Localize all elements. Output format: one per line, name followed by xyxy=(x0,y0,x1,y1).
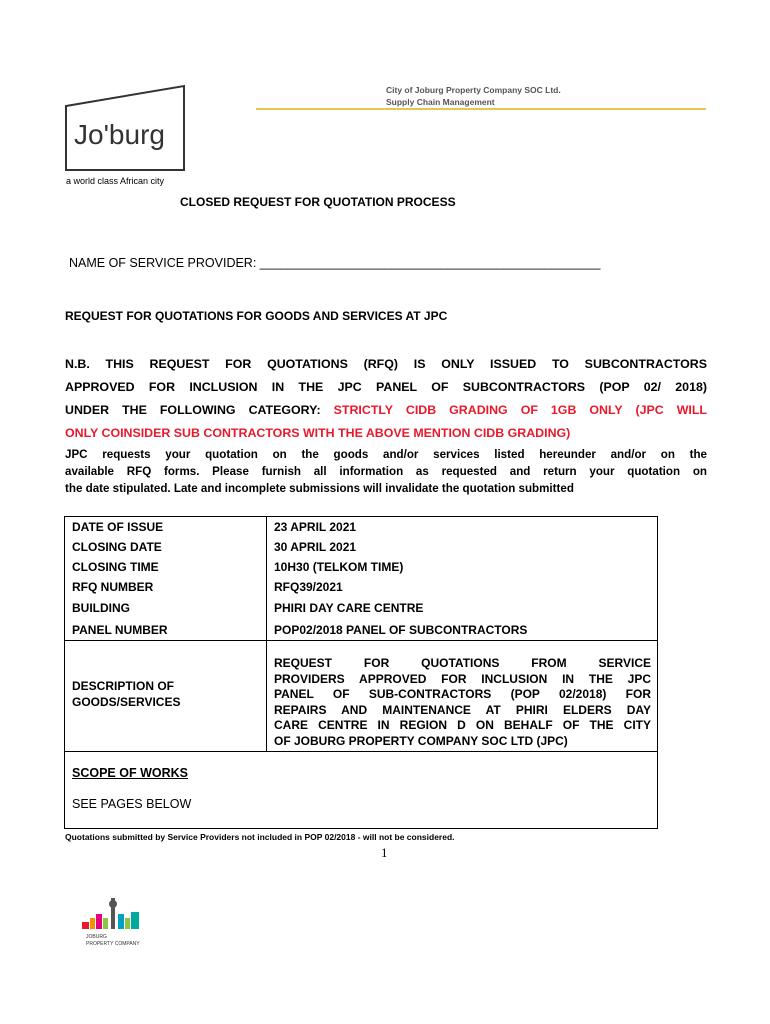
table-label: BUILDING xyxy=(72,601,130,615)
table-value: POP02/2018 PANEL OF SUBCONTRACTORS xyxy=(274,623,528,637)
tagline: a world class African city xyxy=(66,176,165,186)
table-value: 10H30 (TELKOM TIME) xyxy=(274,560,404,574)
company-name: City of Joburg Property Company SOC Ltd. xyxy=(386,85,561,95)
jpc-logo-line1: JOBURG xyxy=(86,934,107,940)
table-label: RFQ NUMBER xyxy=(72,580,154,594)
description-line: REPAIRS AND MAINTENANCE AT PHIRI ELDERS DAY xyxy=(274,702,651,717)
description-line: PROVIDERS APPROVED FOR INCLUSION IN THE JPC xyxy=(274,671,651,686)
table-label: DATE OF ISSUE xyxy=(72,520,164,534)
scope-title: SCOPE OF WORKS xyxy=(72,766,188,780)
description-line: OF JOBURG PROPERTY COMPANY SOC LTD (JPC) xyxy=(274,734,568,748)
logo-text: Jo'burg xyxy=(74,119,165,150)
jpc-logo-line2: PROPERTY COMPANY xyxy=(86,941,140,947)
service-provider-field: NAME OF SERVICE PROVIDER: _________________________________________________ xyxy=(69,256,601,270)
nb-line-1: N.B. THIS REQUEST FOR QUOTATIONS (RFQ) IS ONLY ISSUED TO SUBCONTRACTORS xyxy=(65,357,707,371)
intro-line-3: the date stipulated. Late and incomplete submissions will invalidate the quotation submitted xyxy=(65,482,574,495)
intro-paragraph xyxy=(65,446,707,480)
nb-line-2: APPROVED FOR INCLUSION IN THE JPC PANEL OF SUBCONTRACTORS (POP 02/ 2018) xyxy=(65,380,707,394)
nb-line-4: ONLY COINSIDER SUB CONTRACTORS WITH THE ABOVE MENTION CIDB GRADING) xyxy=(65,426,571,440)
description-text xyxy=(274,656,651,734)
table-label: CLOSING TIME xyxy=(72,560,159,574)
description-line: REQUEST FOR QUOTATIONS FROM SERVICE xyxy=(274,656,651,670)
company-department: Supply Chain Management xyxy=(386,97,495,107)
description-line: PANEL OF SUB-CONTRACTORS (POP 02/2018) FOR xyxy=(274,687,651,702)
scope-text: SEE PAGES BELOW xyxy=(72,797,192,811)
intro-line-2: available RFQ forms. Please furnish all information as requested and return your quotation on xyxy=(65,465,707,478)
description-line: CARE CENTRE IN REGION D ON BEHALF OF THE CITY xyxy=(274,718,651,733)
table-value: RFQ39/2021 xyxy=(274,580,343,594)
intro-line-1: JPC requests your quotation on the goods and/or services listed hereunder and/or on the xyxy=(65,448,707,461)
table-column-divider xyxy=(266,516,267,752)
description-label: GOODS/SERVICES xyxy=(72,695,181,709)
table-label: PANEL NUMBER xyxy=(72,623,168,637)
jpc-logo xyxy=(80,892,150,948)
table-value: 23 APRIL 2021 xyxy=(274,520,357,534)
nb-paragraph xyxy=(65,353,707,422)
page-number: 1 xyxy=(381,845,388,860)
nb-line-3 xyxy=(65,399,707,422)
rfq-heading: REQUEST FOR QUOTATIONS FOR GOODS AND SERVICES AT JPC xyxy=(65,309,448,323)
description-label: DESCRIPTION OF xyxy=(72,679,175,693)
table-divider xyxy=(64,640,658,641)
header-rule xyxy=(256,108,706,110)
table-divider xyxy=(64,751,658,752)
table-label: CLOSING DATE xyxy=(72,540,162,554)
nb-line-3-black: UNDER THE FOLLOWING CATEGORY: xyxy=(65,403,334,417)
nb-line-3-red: STRICTLY CIDB GRADING OF 1GB ONLY (JPC WILL xyxy=(333,403,707,417)
table-value: 30 APRIL 2021 xyxy=(274,540,357,554)
footnote: Quotations submitted by Service Providers not included in POP 02/2018 - will not be considered. xyxy=(65,832,455,842)
table-value: PHIRI DAY CARE CENTRE xyxy=(274,601,424,615)
document-title: CLOSED REQUEST FOR QUOTATION PROCESS xyxy=(180,195,456,209)
joburg-logo xyxy=(64,84,188,172)
company-info xyxy=(386,84,561,108)
